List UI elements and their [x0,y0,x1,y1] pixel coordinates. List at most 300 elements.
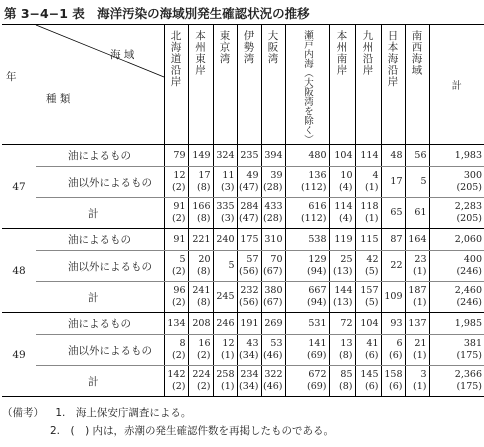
value-cell [261,198,285,229]
count-value: 8 [179,338,186,349]
region-header: 瀬戸内海（大阪湾を除く） [285,25,329,145]
red-tide-value: (8) [339,350,353,361]
red-tide-value: (67) [262,297,283,308]
count-value: 136 [308,170,327,181]
count-value: 134 [167,317,186,329]
count-value: 221 [192,233,211,245]
value-cell [285,335,329,366]
red-tide-value: (69) [306,350,327,361]
count-value: 43 [246,338,259,349]
value-cell [381,313,405,335]
count-value: 25 [340,254,353,265]
value-cell [188,229,213,251]
count-value: 20 [198,254,211,265]
count-value: 141 [308,338,327,349]
value-cell [188,167,213,198]
count-value: 310 [264,233,283,245]
red-tide-value: (1) [365,182,379,193]
type-cell: 油によるもの [36,145,164,167]
year-label: 年 [6,71,17,83]
red-tide-value: (1) [413,297,427,308]
count-value: 144 [334,285,353,296]
value-cell [164,313,188,335]
count-value: 4 [372,170,379,181]
value-cell [188,366,213,397]
value-cell [213,251,237,282]
count-value: 145 [360,369,379,380]
count-value: 241 [192,285,211,296]
count-value: 91 [173,233,186,245]
count-value: 16 [198,338,211,349]
value-cell [164,366,188,397]
red-tide-value: (2) [172,381,186,392]
red-tide-value: (3) [221,182,235,193]
count-value: 42 [366,254,379,265]
value-cell [237,145,261,167]
value-cell [329,335,355,366]
red-tide-value: (3) [221,213,235,224]
count-value: 245 [216,291,235,302]
count-value: 65 [390,207,403,218]
count-value: 531 [308,317,327,329]
value-cell [405,335,429,366]
region-label: 海 域 [110,49,135,61]
value-cell [429,167,484,198]
count-value: 137 [408,317,427,329]
value-cell [381,145,405,167]
value-cell [429,251,484,282]
count-value: 232 [240,285,259,296]
count-value: 157 [360,285,379,296]
value-cell [381,366,405,397]
value-cell [213,198,237,229]
count-value: 224 [192,369,211,380]
value-cell [405,366,429,397]
count-value: 269 [264,317,283,329]
count-value: 56 [414,149,427,161]
value-cell [237,366,261,397]
count-value: 2,060 [454,233,482,245]
count-value: 667 [308,285,327,296]
red-tide-value: (28) [262,182,283,193]
type-cell: 油以外によるもの [36,167,164,198]
count-value: 284 [240,201,259,212]
value-cell [429,145,484,167]
red-tide-value: (6) [389,381,403,392]
red-tide-value: (8) [339,381,353,392]
value-cell [261,282,285,313]
value-cell [285,366,329,397]
type-cell: 油によるもの [36,313,164,335]
red-tide-value: (34) [238,350,259,361]
value-cell [213,167,237,198]
table-row [2,145,484,167]
table-row [2,167,484,198]
red-tide-value: (1) [221,381,235,392]
value-cell [429,198,484,229]
red-tide-value: (56) [238,266,259,277]
red-tide-value: (175) [456,350,482,361]
count-value: 246 [216,317,235,329]
red-tide-value: (175) [456,381,482,392]
value-cell [329,167,355,198]
table-row [2,335,484,366]
red-tide-value: (46) [262,350,283,361]
value-cell [213,335,237,366]
value-cell [329,198,355,229]
value-cell [355,145,381,167]
count-value: 109 [384,291,403,302]
value-cell [213,366,237,397]
value-cell [405,145,429,167]
value-cell [381,167,405,198]
year-cell: 48 [2,229,36,313]
value-cell [405,282,429,313]
count-value: 104 [334,149,353,161]
value-cell [285,167,329,198]
value-cell [285,229,329,251]
pollution-table [2,24,484,397]
count-value: 1,985 [454,317,482,329]
value-cell [355,251,381,282]
value-cell [164,251,188,282]
count-value: 394 [264,149,283,161]
red-tide-value: (67) [262,266,283,277]
red-tide-value: (13) [332,297,353,308]
value-cell [285,145,329,167]
value-cell [381,335,405,366]
value-cell [213,229,237,251]
corner-cell [2,25,164,145]
count-value: 322 [264,369,283,380]
count-value: 324 [216,149,235,161]
count-value: 70 [270,254,283,265]
count-value: 235 [240,149,259,161]
red-tide-value: (8) [197,297,211,308]
value-cell [188,335,213,366]
region-header: 大阪湾 [261,25,285,145]
count-value: 87 [390,233,403,245]
count-value: 149 [192,149,211,161]
count-value: 166 [192,201,211,212]
count-value: 433 [264,201,283,212]
type-cell: 計 [36,282,164,313]
value-cell [261,145,285,167]
red-tide-value: (2) [172,297,186,308]
value-cell [261,167,285,198]
type-cell: 計 [36,366,164,397]
value-cell [329,145,355,167]
region-header: 日本海沿岸 [381,25,405,145]
red-tide-value: (1) [413,266,427,277]
red-tide-value: (246) [456,266,482,277]
count-value: 85 [340,369,353,380]
note-item: 1. 海上保安庁調査による。 [55,407,192,419]
value-cell [329,251,355,282]
count-value: 96 [173,285,186,296]
diagonal-lines [2,25,164,123]
count-value: 17 [390,176,403,187]
count-value: 380 [264,285,283,296]
count-value: 39 [270,170,283,181]
region-header: 南西海域 [405,25,429,145]
count-value: 158 [384,369,403,380]
value-cell [261,229,285,251]
red-tide-value: (1) [413,381,427,392]
count-value: 400 [463,254,482,265]
value-cell [285,198,329,229]
value-cell [405,167,429,198]
red-tide-value: (46) [262,381,283,392]
type-label: 種 類 [46,93,71,105]
value-cell [405,313,429,335]
count-value: 53 [270,338,283,349]
value-cell [188,198,213,229]
count-value: 72 [340,317,353,329]
count-value: 41 [366,338,379,349]
red-tide-value: (6) [365,350,379,361]
count-value: 5 [179,254,186,265]
notes [2,404,335,440]
red-tide-value: (2) [197,350,211,361]
count-value: 258 [216,369,235,380]
count-value: 175 [240,233,259,245]
table-title [4,4,310,22]
value-cell [381,229,405,251]
red-tide-value: (2) [172,266,186,277]
red-tide-value: (1) [413,350,427,361]
count-value: 234 [240,369,259,380]
value-cell [285,313,329,335]
value-cell [237,335,261,366]
value-cell [329,229,355,251]
table-row [2,313,484,335]
count-value: 381 [463,338,482,349]
count-value: 2,460 [454,285,482,296]
count-value: 118 [360,201,379,212]
value-cell [164,335,188,366]
count-value: 129 [308,254,327,265]
value-cell [237,198,261,229]
value-cell [405,251,429,282]
value-cell [237,251,261,282]
value-cell [355,366,381,397]
count-value: 48 [390,149,403,161]
value-cell [429,366,484,397]
value-cell [285,282,329,313]
value-cell [213,313,237,335]
table-row [2,198,484,229]
value-cell [381,251,405,282]
count-value: 104 [360,317,379,329]
value-cell [381,198,405,229]
red-tide-value: (112) [300,213,327,224]
count-value: 12 [173,170,186,181]
count-value: 57 [246,254,259,265]
red-tide-value: (5) [365,266,379,277]
value-cell [237,229,261,251]
count-value: 240 [216,233,235,245]
red-tide-value: (6) [389,350,403,361]
type-cell: 油によるもの [36,229,164,251]
count-value: 91 [173,201,186,212]
value-cell [164,198,188,229]
count-value: 13 [340,338,353,349]
red-tide-value: (2) [197,381,211,392]
value-cell [329,366,355,397]
count-value: 49 [246,170,259,181]
red-tide-value: (246) [456,297,482,308]
red-tide-value: (47) [238,182,259,193]
red-tide-value: (2) [172,213,186,224]
value-cell [329,313,355,335]
count-value: 335 [216,201,235,212]
count-value: 672 [308,369,327,380]
value-cell [213,145,237,167]
type-cell: 計 [36,198,164,229]
red-tide-value: (5) [365,297,379,308]
red-tide-value: (8) [197,182,211,193]
count-value: 191 [240,317,259,329]
red-tide-value: (28) [262,213,283,224]
value-cell [381,282,405,313]
red-tide-value: (34) [238,381,259,392]
count-value: 115 [360,233,379,245]
table-row [2,229,484,251]
header-row [2,25,484,145]
value-cell [164,167,188,198]
value-cell [355,198,381,229]
count-value: 21 [414,338,427,349]
count-value: 300 [463,170,482,181]
region-header: 北海道沿岸 [164,25,188,145]
count-value: 2,366 [454,369,482,380]
table-row [2,251,484,282]
count-value: 119 [334,233,353,245]
region-header: 本州南岸 [329,25,355,145]
red-tide-value: (1) [365,213,379,224]
red-tide-value: (69) [306,381,327,392]
count-value: 538 [308,233,327,245]
red-tide-value: (4) [339,213,353,224]
red-tide-value: (94) [306,266,327,277]
red-tide-value: (8) [197,266,211,277]
type-cell: 油以外によるもの [36,335,164,366]
count-value: 1,983 [454,149,482,161]
value-cell [261,366,285,397]
value-cell [237,167,261,198]
value-cell [355,313,381,335]
value-cell [164,145,188,167]
value-cell [237,313,261,335]
value-cell [188,313,213,335]
red-tide-value: (2) [172,182,186,193]
count-value: 10 [340,170,353,181]
note-item: 2. ( ) 内は，赤潮の発生確認件数を再掲したものである。 [50,425,335,437]
table-title-text: 海洋汚染の海域別発生確認状況の推移 [97,6,310,21]
value-cell [329,282,355,313]
value-cell [355,282,381,313]
region-header: 本州東岸 [188,25,213,145]
count-value: 93 [390,317,403,329]
value-cell [164,229,188,251]
red-tide-value: (13) [332,266,353,277]
red-tide-value: (47) [238,213,259,224]
table-row [2,282,484,313]
count-value: 5 [420,176,427,187]
table-body [2,145,484,397]
value-cell [429,282,484,313]
red-tide-value: (4) [339,182,353,193]
red-tide-value: (205) [456,213,482,224]
value-cell [261,335,285,366]
value-cell [237,282,261,313]
value-cell [261,313,285,335]
value-cell [405,229,429,251]
value-cell [188,251,213,282]
count-value: 142 [167,369,186,380]
count-value: 3 [420,369,427,380]
count-value: 616 [308,201,327,212]
red-tide-value: (1) [221,350,235,361]
value-cell [213,282,237,313]
value-cell [355,335,381,366]
count-value: 187 [408,285,427,296]
count-value: 17 [198,170,211,181]
value-cell [429,229,484,251]
year-cell: 49 [2,313,36,397]
red-tide-value: (112) [300,182,327,193]
count-value: 61 [414,207,427,218]
year-cell: 47 [2,145,36,229]
count-value: 12 [222,338,235,349]
value-cell [429,313,484,335]
count-value: 23 [414,254,427,265]
red-tide-value: (2) [172,350,186,361]
red-tide-value: (6) [365,381,379,392]
value-cell [285,251,329,282]
count-value: 480 [308,149,327,161]
region-header: 伊勢湾 [237,25,261,145]
count-value: 5 [228,260,235,271]
value-cell [164,282,188,313]
total-header: 計 [429,25,484,145]
value-cell [405,198,429,229]
count-value: 164 [408,233,427,245]
count-value: 114 [334,201,353,212]
value-cell [188,145,213,167]
type-cell: 油以外によるもの [36,251,164,282]
value-cell [355,167,381,198]
table-number: 第 3−4−1 表 [4,6,85,21]
value-cell [261,251,285,282]
count-value: 22 [390,260,403,271]
table-row [2,366,484,397]
count-value: 114 [360,149,379,161]
red-tide-value: (56) [238,297,259,308]
red-tide-value: (205) [456,182,482,193]
count-value: 208 [192,317,211,329]
region-header: 東京湾 [213,25,237,145]
count-value: 2,283 [454,201,482,212]
red-tide-value: (94) [306,297,327,308]
count-value: 11 [222,170,235,181]
value-cell [355,229,381,251]
region-header: 九州沿岸 [355,25,381,145]
count-value: 79 [173,149,186,161]
red-tide-value: (8) [197,213,211,224]
count-value: 6 [396,338,403,349]
